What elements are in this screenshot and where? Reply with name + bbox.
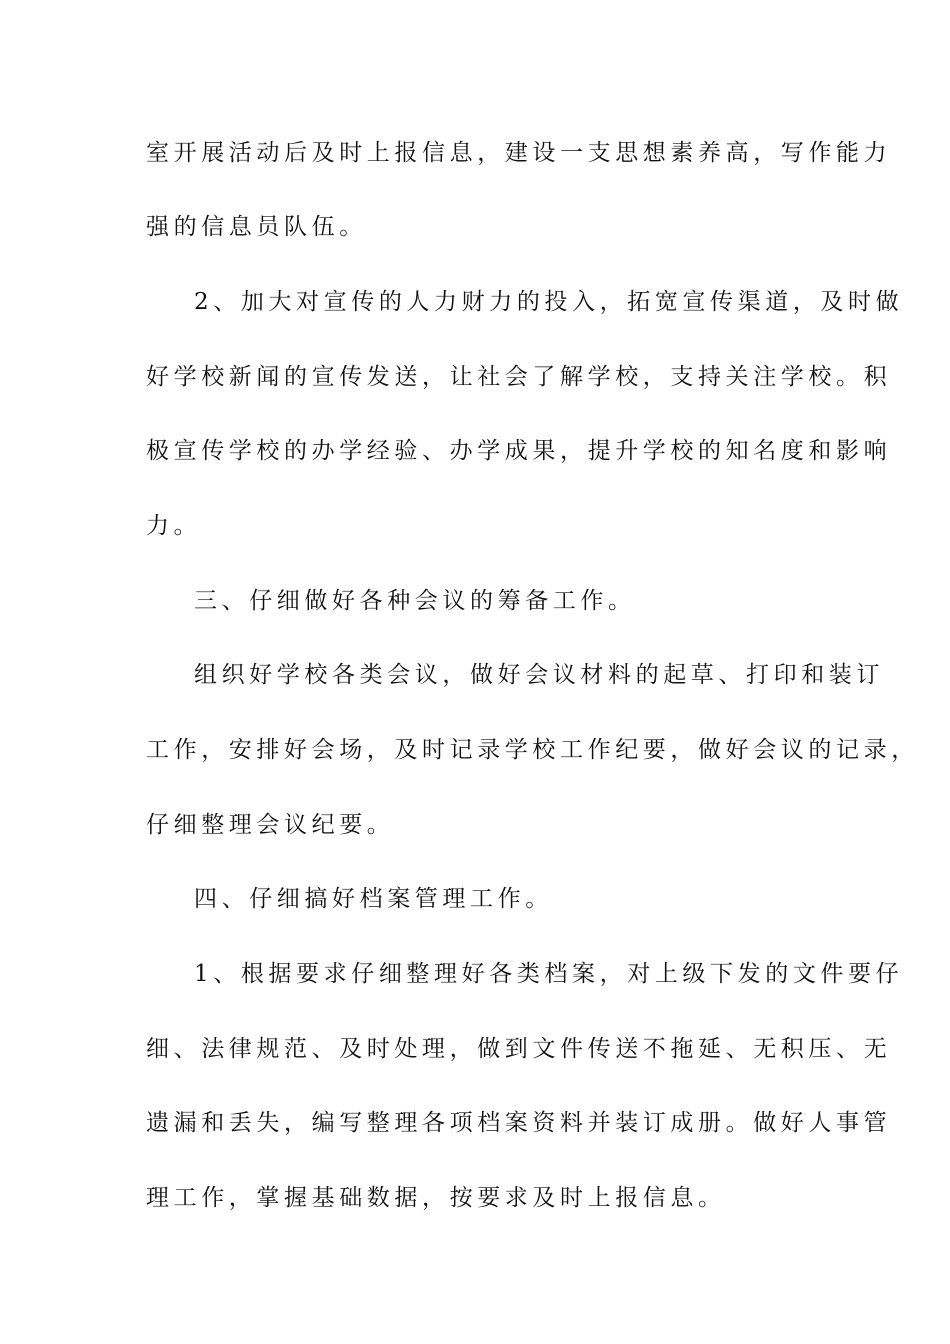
section-heading: 三、仔细做好各种会议的筹备工作。: [194, 588, 636, 614]
paragraph-line: 理工作，掌握基础数据，按要求及时上报信息。: [146, 1185, 726, 1211]
paragraph-line: 1、根据要求仔细整理好各类档案，对上级下发的文件要仔: [194, 961, 904, 987]
paragraph-line: 组织好学校各类会议，做好会议材料的起草、打印和装订: [194, 662, 884, 688]
paragraph-line: 细、法律规范、及时处理，做到文件传送不拖延、无积压、无: [146, 1036, 892, 1062]
paragraph-line: 遗漏和丢失，编写整理各项档案资料并装订成册。做好人事管: [146, 1110, 892, 1136]
paragraph-line: 室开展活动后及时上报信息，建设一支思想素养高，写作能力: [146, 140, 892, 166]
paragraph-line: 极宣传学校的办学经验、办学成果，提升学校的知名度和影响: [146, 438, 892, 464]
paragraph-line: 力。: [146, 513, 202, 539]
section-heading: 四、仔细搞好档案管理工作。: [194, 886, 553, 912]
paragraph-line: 工作，安排好会场，及时记录学校工作纪要，做好会议的记录，: [146, 737, 919, 763]
paragraph-line: 好学校新闻的宣传发送，让社会了解学校，支持关注学校。积: [146, 364, 892, 390]
paragraph-line: 强的信息员队伍。: [146, 214, 367, 240]
paragraph-line: 仔细整理会议纪要。: [146, 812, 395, 838]
paragraph-line: 2、加大对宣传的人力财力的投入，拓宽宣传渠道，及时做: [194, 289, 904, 315]
